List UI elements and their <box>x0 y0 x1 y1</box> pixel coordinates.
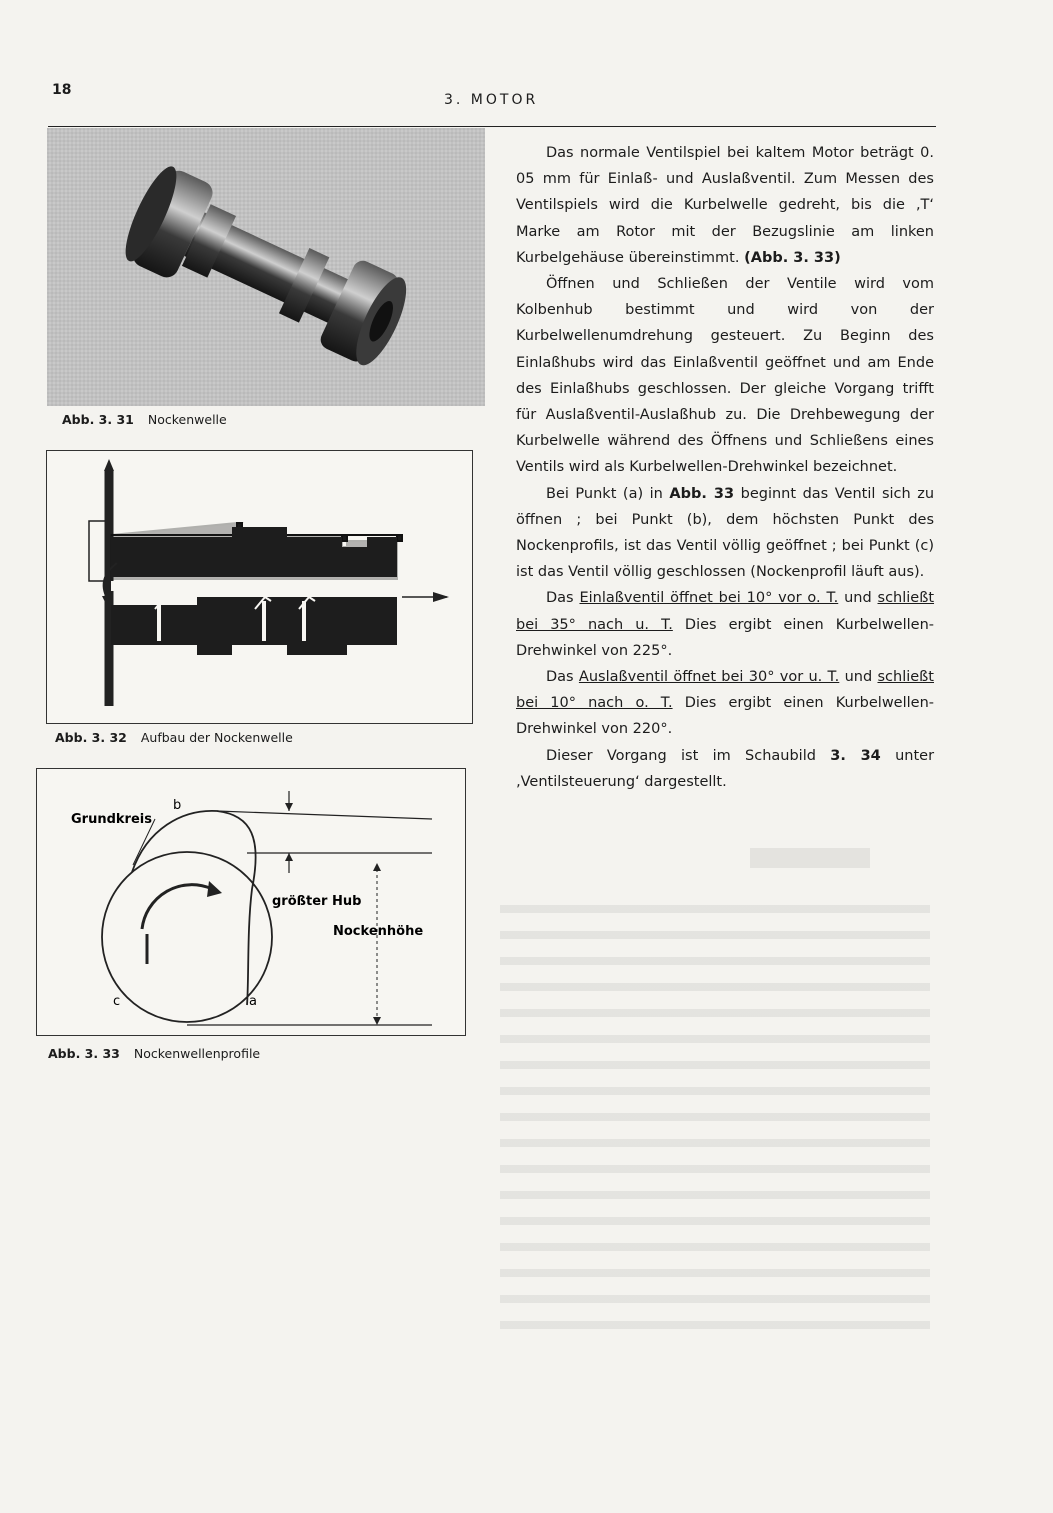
chapter-title: 3. MOTOR <box>444 92 539 108</box>
paragraph-text: Bei Punkt (a) in <box>546 485 663 502</box>
paragraph-2 <box>516 271 934 481</box>
paragraph-5 <box>516 664 934 743</box>
label-groesster-hub: größter Hub <box>272 894 362 909</box>
body-text <box>516 140 934 795</box>
figure-caption-text: Aufbau der Nockenwelle <box>140 730 293 745</box>
paragraph-text: Dies ergibt einen Kurbelwellen-Drehwinkel von 220°. <box>516 695 934 738</box>
figure-caption-text: Nockenwellenprofile <box>133 1046 261 1061</box>
cam-profile-drawing <box>37 769 465 1035</box>
bleed-through-heading <box>750 848 870 868</box>
camshaft-cross-section <box>46 450 473 724</box>
camshaft-photo <box>47 128 485 406</box>
paragraph-text: unter ‚Ventilsteuerung‘ dargestellt. <box>516 747 935 790</box>
paragraph-1 <box>516 140 934 271</box>
bleed-through-texture <box>500 905 930 1345</box>
underlined-text: schließt bei 10° nach o. T. <box>516 669 934 712</box>
underlined-text: Auslaßventil öffnet bei 30° vor u. T. <box>578 669 840 686</box>
figure-reference: 3. 34 <box>830 747 881 764</box>
figure-reference: Abb. 33 <box>669 485 735 502</box>
figure-caption-3-32 <box>55 730 293 745</box>
underlined-text: Einlaßventil öffnet bei 10° vor o. T. <box>579 590 839 607</box>
paragraph-4 <box>516 585 934 664</box>
label-b: b <box>173 798 182 813</box>
page-number: 18 <box>52 82 72 98</box>
figure-reference: (Abb. 3. 33) <box>744 249 841 266</box>
label-grundkreis: Grundkreis <box>71 812 152 827</box>
paragraph-text: beginnt das Ventil sich zu öffnen ; bei Punkt (b), dem höchsten Punkt des Nockenprofils, ist das Ventil völlig geöffnet ; bei Punkt (c) ist das Ventil völlig geschlossen (Nockenprofil läuft aus). <box>516 485 935 581</box>
paragraph-text: und <box>844 669 873 686</box>
figure-caption-3-31 <box>62 412 227 427</box>
figure-caption-3-33 <box>48 1046 260 1061</box>
figure-caption-text: Nockenwelle <box>147 412 227 427</box>
header-rule <box>48 126 936 127</box>
camshaft-illustration <box>47 128 485 406</box>
paragraph-text: Dies ergibt einen Kurbelwellen-Drehwinkel von 225°. <box>516 616 934 659</box>
label-a: a <box>249 994 257 1009</box>
underlined-text: schließt bei 35° nach u. T. <box>516 590 935 633</box>
cam-profile-diagram <box>36 768 466 1036</box>
paragraph-text: Das <box>546 669 574 686</box>
paragraph-3 <box>516 481 934 586</box>
figure-number: Abb. 3. 33 <box>48 1046 120 1061</box>
paragraph-text: Dieser Vorgang ist im Schaubild <box>546 747 816 764</box>
paragraph-6 <box>516 743 934 795</box>
figure-number: Abb. 3. 31 <box>62 412 134 427</box>
figure-number: Abb. 3. 32 <box>55 730 127 745</box>
paragraph-text: Das normale Ventilspiel bei kaltem Motor beträgt 0. 05 mm für Einlaß- und Auslaßventil. Zum Messen des Ventilspiels wird die Kurbelwelle gedreht, bis die ‚T‘ Marke am Rotor mit der Bezugslinie am linken Kurbelgehäuse übereinstimmt. <box>516 145 934 266</box>
paragraph-text: Das <box>546 590 574 607</box>
label-c: c <box>113 994 121 1009</box>
paragraph-text: und <box>844 590 872 607</box>
label-nockenhoehe: Nockenhöhe <box>333 924 424 939</box>
paragraph-text: Öffnen und Schließen der Ventile wird vom Kolbenhub bestimmt und wird von der Kurbelwellenumdrehung gesteuert. Zu Beginn des Einlaßhubs wird das Einlaßventil geöffnet und am Ende des Einlaßhubs geschlossen. Der gleiche Vorgang trifft für Auslaßventil-Auslaßhub zu. Die Drehbewegung der Kurbelwelle während des Öffnens und Schließens eines Ventils wird als Kurbelwellen-Drehwinkel bezeichnet. <box>516 276 934 476</box>
camshaft-section-drawing <box>47 451 472 723</box>
